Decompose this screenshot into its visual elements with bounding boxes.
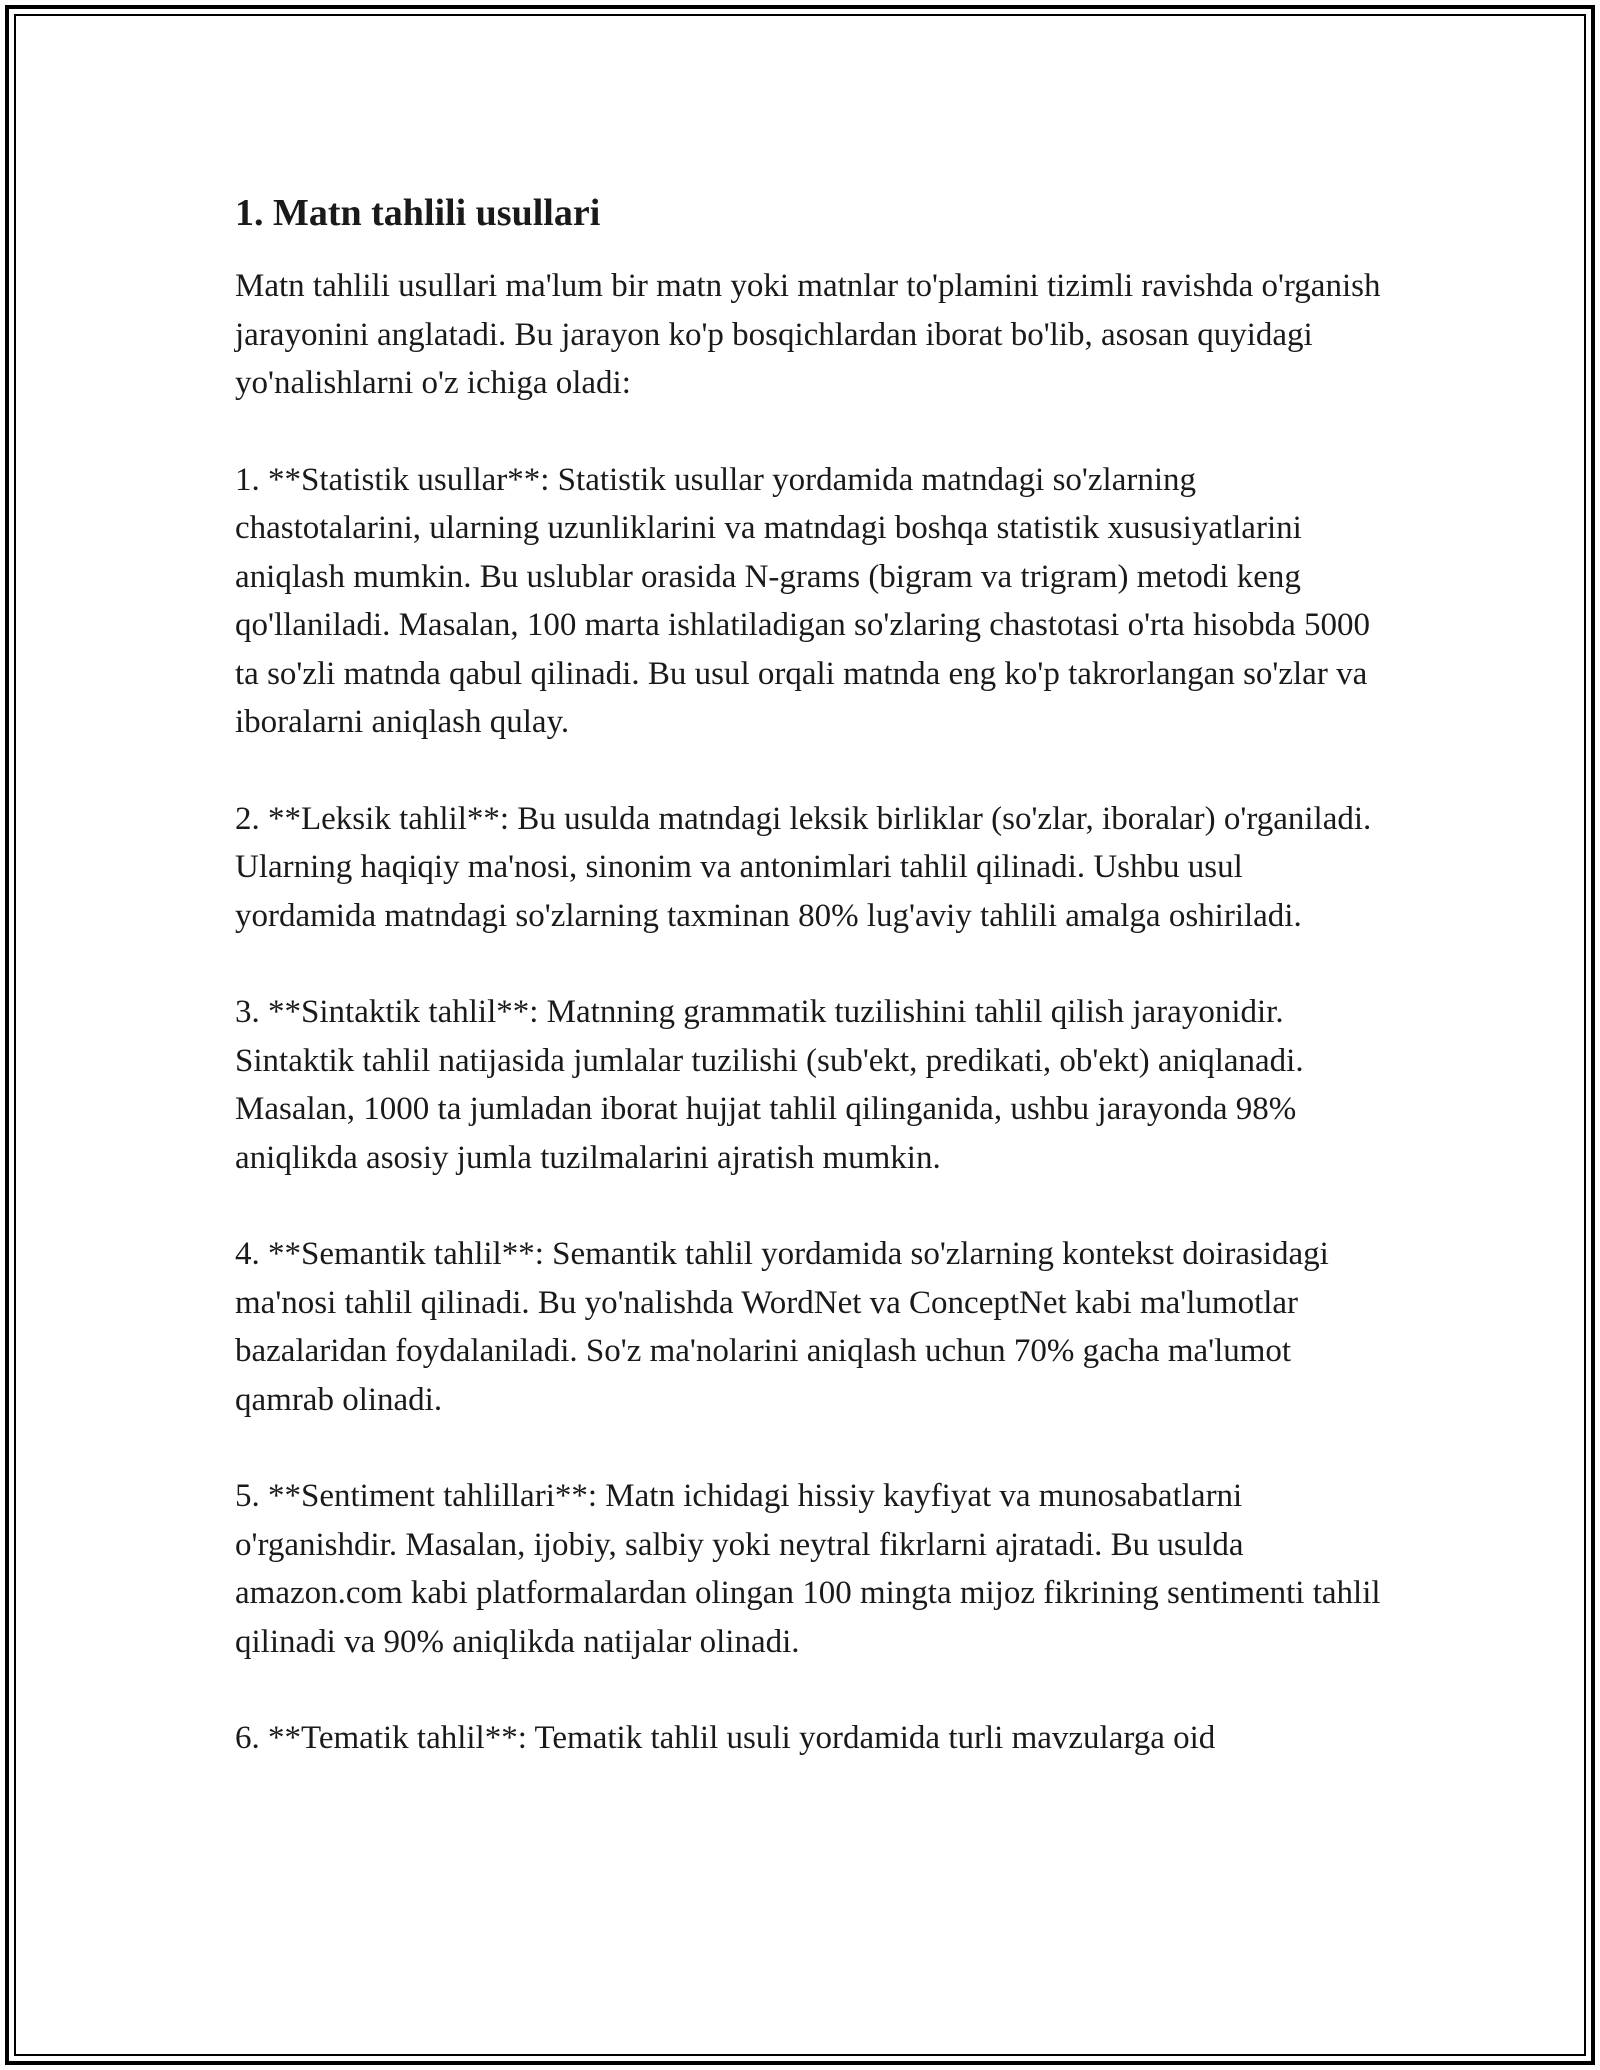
document-body bbox=[235, 188, 1385, 1811]
paragraph-intro: Matn tahlili usullari ma'lum bir matn yoki matnlar to'plamini tizimli ravishda o'rganish jarayonini anglatadi. Bu jarayon ko'p bosqichlardan iborat bo'lib, asosan quyidagi yo'nalishlarni o'z ichiga oladi: bbox=[235, 268, 1381, 401]
paragraph-semantic-analysis: 4. **Semantik tahlil**: Semantik tahlil yordamida so'zlarning kontekst doirasidagi ma'nosi tahlil qilinadi. Bu yo'nalishda WordNet va ConceptNet kabi ma'lumotlar bazalaridan foydalaniladi. So'z ma'nolarini aniqlash uchun 70% gacha ma'lumot qamrab olinadi. bbox=[235, 1236, 1329, 1418]
paragraph-thematic-analysis: 6. **Tematik tahlil**: Tematik tahlil usuli yordamida turli mavzularga oid bbox=[235, 1720, 1216, 1756]
paragraph-sentiment-analysis: 5. **Sentiment tahlillari**: Matn ichidagi hissiy kayfiyat va munosabatlarni o'rganishdir. Masalan, ijobiy, salbiy yoki neytral fikrlarni ajratadi. Bu usulda amazon.com kabi platformalardan olingan 100 mingta mijoz fikrining sentimenti tahlil qilinadi va 90% aniqlikda natijalar olinadi. bbox=[235, 1478, 1381, 1660]
section-heading: 1. Matn tahlili usullari bbox=[235, 192, 601, 234]
paragraph-statistical-methods: 1. **Statistik usullar**: Statistik usullar yordamida matndagi so'zlarning chastotalarini, ularning uzunliklarini va matndagi boshqa statistik xususiyatlarini aniqlash mumkin. Bu uslublar orasida N-grams (bigram va trigram) metodi keng qo'llaniladi. Masalan, 100 marta ishlatiladigan so'zlaring chastotasi o'rta hisobda 5000 ta so'zli matnda qabul qilinadi. Bu usul orqali matnda eng ko'p takrorlangan so'zlar va iboralarni aniqlash qulay. bbox=[235, 461, 1370, 740]
paragraph-syntactic-analysis: 3. **Sintaktik tahlil**: Matnning grammatik tuzilishini tahlil qilish jarayonidir. Sintaktik tahlil natijasida jumlalar tuzilishi (sub'ekt, predikati, ob'ekt) aniqlanadi. Masalan, 1000 ta jumladan iborat hujjat tahlil qilinganida, ushbu jarayonda 98% aniqlikda asosiy jumla tuzilmalarini ajratish mumkin. bbox=[235, 994, 1304, 1176]
paragraph-lexical-analysis: 2. **Leksik tahlil**: Bu usulda matndagi leksik birliklar (so'zlar, iboralar) o'rganiladi. Ularning haqiqiy ma'nosi, sinonim va antonimlari tahlil qilinadi. Ushbu usul yordamida matndagi so'zlarning taxminan 80% lug'aviy tahlili amalga oshiriladi. bbox=[235, 800, 1372, 934]
